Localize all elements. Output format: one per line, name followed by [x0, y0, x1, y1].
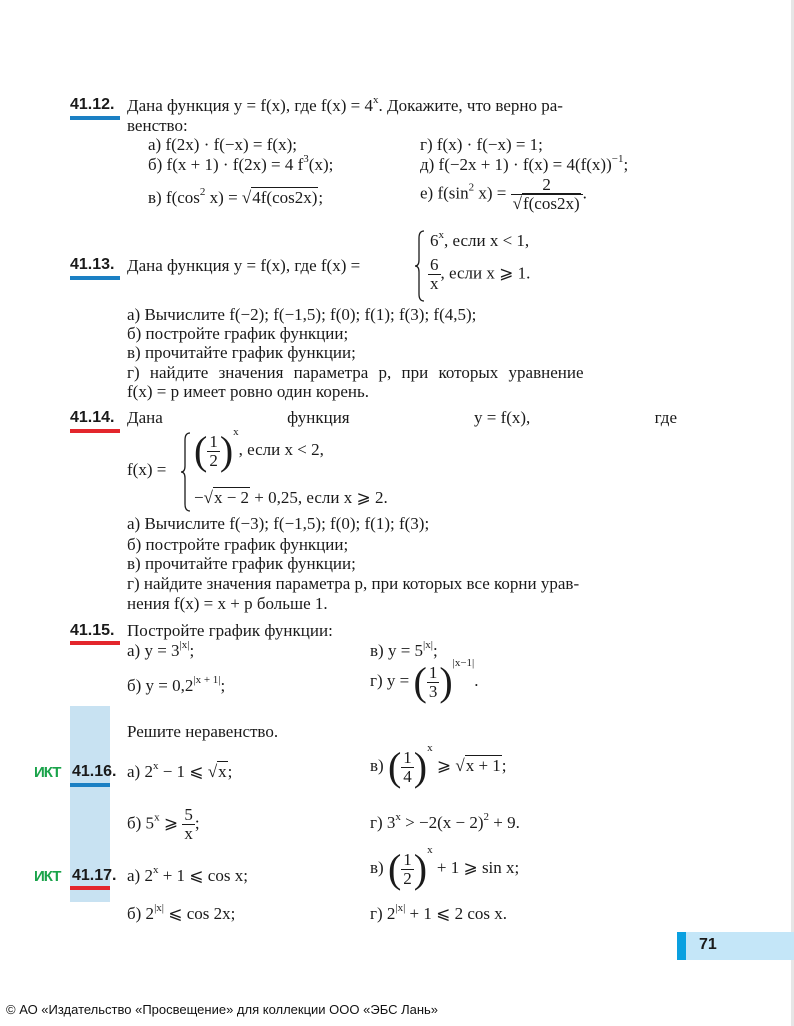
- item-b: [127, 806, 200, 843]
- text: ;: [432, 641, 438, 660]
- item-g: [370, 904, 507, 924]
- page-number-accent: [677, 932, 686, 960]
- exponent: x: [427, 844, 433, 856]
- sqrt: √x + 1: [455, 756, 501, 775]
- radicand: 4f(cos2x): [252, 188, 318, 207]
- item-v: [148, 188, 323, 208]
- problem-41-15-intro: Постройте график функции:: [127, 621, 333, 640]
- exponent: 2: [483, 811, 489, 823]
- text: .: [582, 183, 587, 203]
- exponent: x: [427, 742, 433, 754]
- denominator: 4: [403, 766, 412, 786]
- text: в): [370, 858, 388, 877]
- text: в) y = 5: [370, 641, 424, 660]
- text: x) =: [474, 183, 511, 203]
- item-a: а) Вычислите f(−3); f(−1,5); f(0); f(1); f(3);: [127, 514, 430, 533]
- item-g: г) f(x) · f(−x) = 1;: [420, 135, 543, 154]
- exponent: x: [372, 94, 379, 106]
- exponent: x: [438, 229, 444, 241]
- difficulty-mark-red: [70, 886, 110, 890]
- text: функция: [287, 408, 350, 427]
- text: ⩾: [159, 813, 183, 833]
- page-number: 71: [699, 936, 717, 953]
- item-e: [420, 176, 587, 213]
- sqrt: √x: [207, 762, 227, 781]
- exponent: |x−1|: [452, 657, 475, 669]
- problem-number-41-15: 41.15.: [70, 622, 115, 639]
- item-d: [420, 155, 628, 175]
- item-v: в) ( $\frac{1}{2}$ )$^x$ + 1 ⩾ sin x;: [370, 844, 520, 892]
- problem-number-41-17: 41.17.: [72, 867, 117, 884]
- text: . Докажите, что верно ра-: [378, 96, 563, 115]
- denominator: x: [184, 824, 193, 843]
- item-g-cont: f(x) = p имеет ровно один корень.: [127, 382, 369, 401]
- item-g: [370, 813, 520, 833]
- case-2: [194, 488, 388, 508]
- text: − 1 ⩽: [158, 762, 208, 781]
- denominator: x: [430, 274, 439, 293]
- item-v: в) прочитайте график функции;: [127, 343, 356, 362]
- text: , если x ⩾ 1.: [440, 263, 531, 283]
- item-a: [127, 866, 248, 886]
- ikt-label: ИКТ: [34, 868, 61, 885]
- difficulty-mark-red: [70, 641, 120, 645]
- exponent: 3: [303, 153, 309, 165]
- text: ;: [318, 188, 324, 207]
- exponent: |x|: [395, 902, 406, 914]
- text: в): [370, 756, 388, 775]
- ikt-label: ИКТ: [34, 764, 61, 781]
- numerator: 1: [428, 662, 438, 682]
- text: ⩾: [432, 756, 456, 775]
- text: + 1 ⩽ cos x;: [158, 866, 248, 885]
- fraction: [401, 851, 414, 888]
- exponent: |x|: [423, 639, 433, 651]
- cases-brace-icon: [414, 230, 426, 302]
- problem-41-12-intro: [127, 96, 563, 116]
- exponent: 2: [468, 181, 475, 194]
- numerator: 5: [184, 805, 193, 824]
- item-b: б) постройте график функции;: [127, 324, 349, 343]
- fraction: [428, 256, 441, 293]
- difficulty-mark-blue: [70, 783, 110, 787]
- exponent: x: [152, 864, 159, 876]
- exponent: −1: [611, 153, 624, 165]
- text: + 1 ⩾ sin x;: [432, 858, 520, 877]
- text: −: [194, 488, 204, 507]
- numerator: 1: [209, 431, 218, 451]
- item-g-cont: нения f(x) = x + p больше 1.: [127, 594, 328, 613]
- exponent: x: [233, 426, 239, 438]
- radicand: x − 2: [213, 488, 250, 507]
- item-g: г) найдите значения параметра p, при которых уравнение: [127, 363, 584, 382]
- text: в) f(cos: [148, 188, 200, 207]
- case-2: [428, 256, 530, 293]
- difficulty-mark-blue: [70, 116, 120, 120]
- text: г) y =: [370, 671, 414, 690]
- text: ;: [227, 762, 233, 781]
- text: (x);: [308, 155, 334, 174]
- problem-41-12-intro-cont: венство:: [127, 116, 188, 135]
- fraction: [427, 664, 440, 701]
- item-v: в) ( $\frac{1}{4}$ )$^x$ ⩾ √x + 1;: [370, 742, 507, 790]
- radicand: f(cos2x): [522, 194, 580, 213]
- text: + 9.: [488, 813, 520, 832]
- exponent: x: [152, 760, 159, 772]
- exponent: |x|: [154, 902, 164, 914]
- problem-number-41-16: 41.16.: [72, 763, 117, 780]
- fx-label: f(x) =: [127, 460, 167, 479]
- fraction: [207, 433, 220, 470]
- text: г) 3: [370, 813, 396, 832]
- text: .: [474, 671, 479, 690]
- sqrt: √x − 2: [203, 488, 250, 507]
- fraction: [511, 176, 583, 213]
- numerator: 1: [403, 747, 412, 767]
- text: а) 2: [127, 866, 153, 885]
- instruction-text: Решите неравенство.: [127, 722, 279, 741]
- text: , если x < 1,: [444, 231, 530, 250]
- text: б) y = 0,2: [127, 676, 194, 695]
- text: , если x < 2,: [238, 440, 324, 459]
- difficulty-mark-blue: [70, 276, 120, 280]
- exponent: |x + 1|: [193, 674, 221, 686]
- radicand: x: [218, 762, 227, 781]
- denominator: 2: [209, 450, 218, 470]
- text: + 0,25, если x ⩾ 2.: [250, 488, 388, 507]
- item-g: г) y = ( $\frac{1}{3}$ )$^{|x-1|}$.: [370, 657, 479, 705]
- case-1: ( $\frac{1}{2}$ )$^x$, если x < 2,: [194, 426, 324, 474]
- item-v: [370, 641, 438, 661]
- exponent: x: [395, 811, 401, 823]
- text: ;: [501, 756, 507, 775]
- cases-brace-icon: [180, 432, 192, 512]
- text: ;: [194, 813, 200, 833]
- item-a: а) Вычислите f(−2); f(−1,5); f(0); f(1); f(3); f(4,5);: [127, 305, 477, 324]
- item-b: [127, 904, 235, 924]
- text: ⩽ cos 2x;: [163, 904, 236, 923]
- exponent: 2: [199, 186, 206, 198]
- text: г) 2: [370, 904, 396, 923]
- text: а) y = 3: [127, 641, 180, 660]
- text: Дана функция y = f(x), где f(x) = 4: [127, 96, 373, 115]
- text: 6: [430, 231, 439, 250]
- text: > −2(x − 2): [400, 813, 484, 832]
- exponent: x: [154, 811, 160, 824]
- item-b: [148, 155, 333, 175]
- text: Дана: [127, 408, 163, 427]
- denominator: 3: [428, 681, 438, 701]
- fraction: [401, 749, 414, 786]
- text: д) f(−2x + 1) · f(x) = 4(f(x)): [420, 155, 612, 174]
- item-g: г) найдите значения параметра p, при которых все корни урав-: [127, 574, 580, 593]
- text: y = f(x),: [473, 408, 531, 427]
- case-1: [430, 231, 529, 251]
- text: ;: [189, 641, 195, 660]
- problem-41-14-intro: [127, 408, 677, 428]
- item-b: б) постройте график функции;: [127, 535, 349, 554]
- text: а) 2: [127, 762, 153, 781]
- item-a: [127, 641, 194, 661]
- difficulty-mark-red: [70, 429, 120, 433]
- denominator: 2: [403, 868, 412, 888]
- text: е) f(sin: [420, 183, 469, 203]
- text: б) 2: [127, 904, 155, 923]
- problem-number-41-12: 41.12.: [70, 96, 115, 113]
- text: ;: [623, 155, 629, 174]
- item-v: в) прочитайте график функции;: [127, 554, 356, 573]
- text: + 1 ⩽ 2 cos x.: [405, 904, 508, 923]
- problem-41-13-intro: Дана функция y = f(x), где f(x) =: [127, 256, 361, 275]
- item-b: [127, 676, 225, 696]
- sqrt: √4f(cos2x): [241, 188, 318, 207]
- text: x) =: [205, 188, 242, 207]
- numerator: 1: [403, 849, 412, 869]
- problem-number-41-14: 41.14.: [70, 409, 115, 426]
- denominator: √f(cos2x): [511, 194, 583, 213]
- text: где: [654, 408, 677, 427]
- numerator: 6: [430, 255, 439, 274]
- numerator: 2: [542, 175, 551, 194]
- item-a: а) f(2x) · f(−x) = f(x);: [148, 135, 297, 154]
- fraction: [182, 806, 195, 843]
- text: ;: [220, 676, 226, 695]
- text: б) f(x + 1) · f(2x) = 4 f: [148, 155, 304, 174]
- text: б) 5: [127, 813, 155, 833]
- item-a: [127, 762, 232, 782]
- copyright-footer: © АО «Издательство «Просвещение» для коллекции ООО «ЭБС Лань»: [6, 1002, 439, 1017]
- exponent: |x|: [179, 639, 190, 651]
- radicand: x + 1: [465, 756, 501, 775]
- problem-number-41-13: 41.13.: [70, 256, 115, 273]
- page-number-bar: [677, 932, 794, 960]
